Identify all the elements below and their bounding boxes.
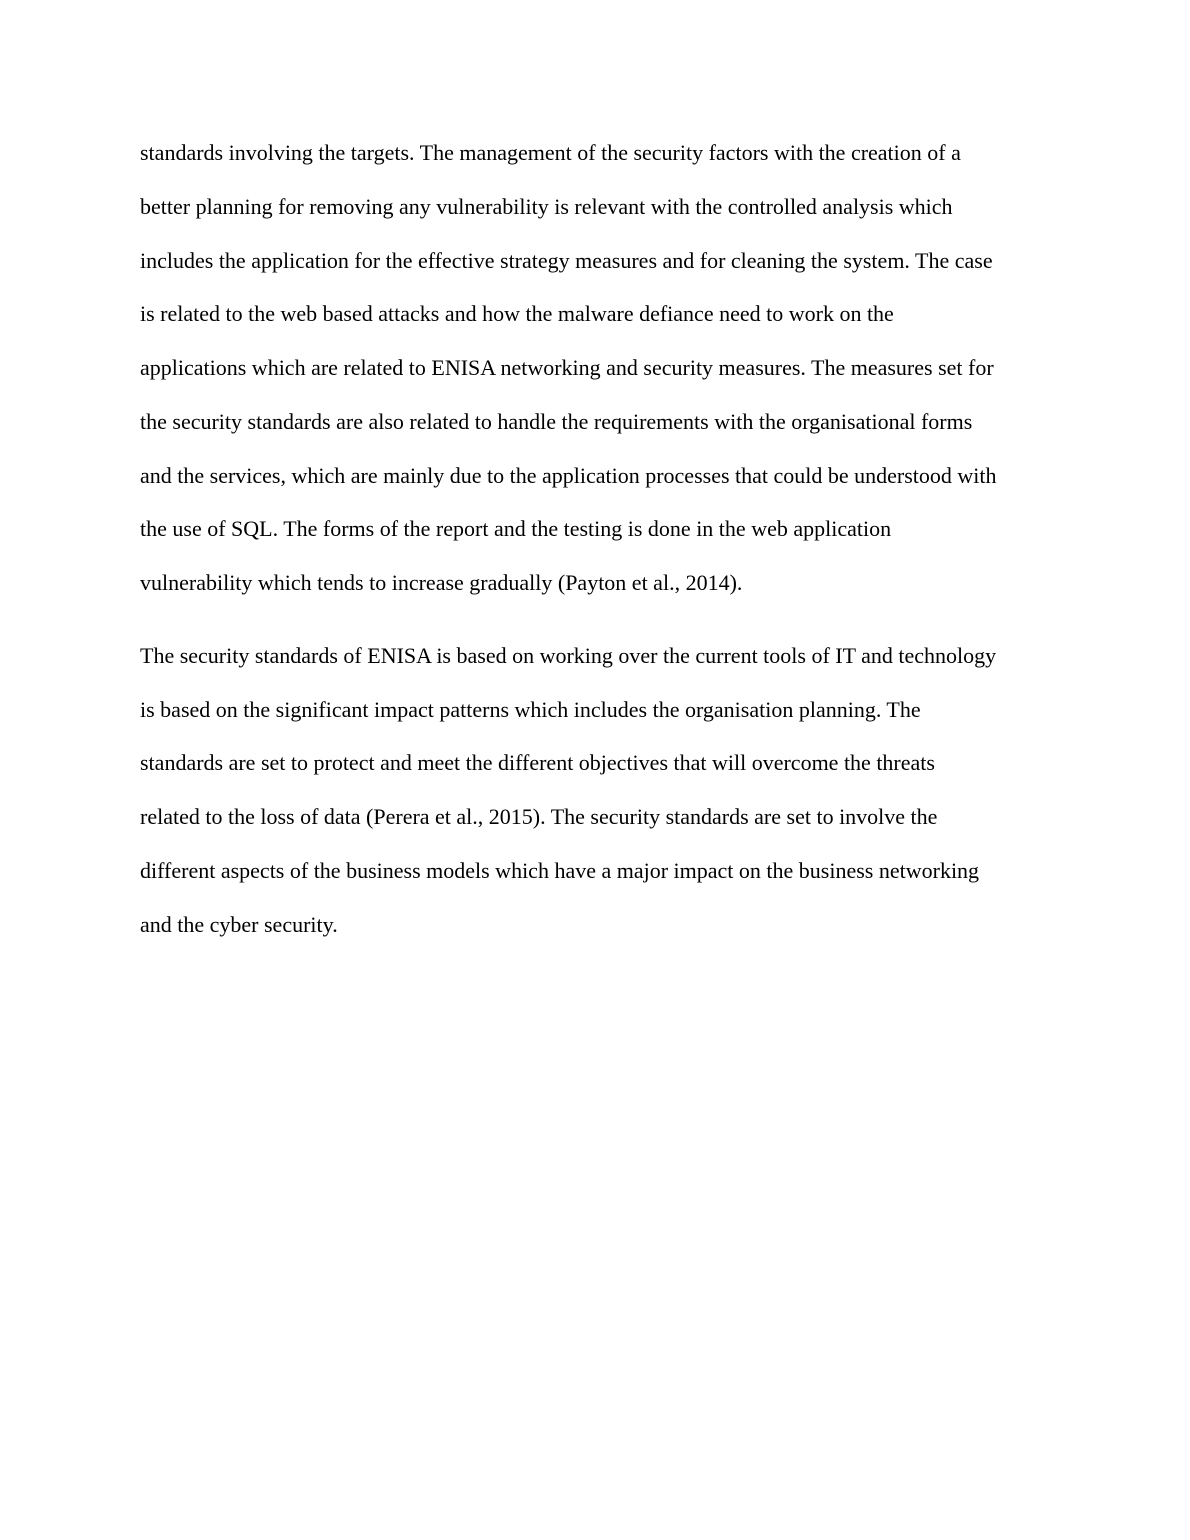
text-line: applications which are related to ENISA networking and security measures. The measures set for xyxy=(140,355,994,380)
text-line: The security standards of ENISA is based on working over the current tools of IT and technology xyxy=(140,642,997,668)
text-line: standards involving the targets. The management of the security factors with the creation of a xyxy=(140,140,961,165)
paragraph-spacer xyxy=(140,610,1080,629)
text-line: better planning for removing any vulnerability is relevant with the controlled analysis which xyxy=(140,193,953,219)
text-line: the security standards are also related to handle the requirements with the organisational forms xyxy=(140,408,973,434)
text-line: and the cyber security. xyxy=(140,911,338,937)
text-line: vulnerability which tends to increase gradually (Payton et al., 2014). xyxy=(140,570,743,595)
text-line: includes the application for the effective strategy measures and for cleaning the system. The case xyxy=(140,247,993,273)
paragraph-2 xyxy=(140,629,1080,952)
text-line: and the services, which are mainly due to the application processes that could be understood with xyxy=(140,462,997,488)
text-line: the use of SQL. The forms of the report and the testing is done in the web application xyxy=(140,516,892,542)
document-body xyxy=(140,126,1080,951)
text-line: is based on the significant impact patterns which includes the organisation planning. The xyxy=(140,696,921,722)
text-line: is related to the web based attacks and how the malware defiance need to work on the xyxy=(140,301,894,327)
text-line: standards are set to protect and meet the different objectives that will overcome the threats xyxy=(140,750,935,776)
paragraph-1 xyxy=(140,126,1080,610)
text-line: related to the loss of data (Perera et al., 2015). The security standards are set to involve the xyxy=(140,804,938,829)
text-line: different aspects of the business models which have a major impact on the business networking xyxy=(140,857,980,883)
